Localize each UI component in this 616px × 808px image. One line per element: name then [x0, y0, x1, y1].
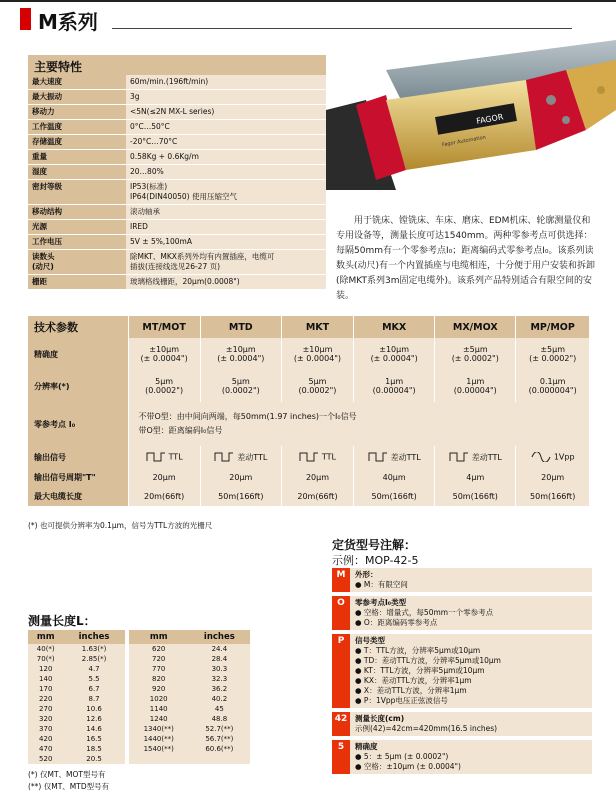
feature-value-text: <5N(≤2N MX-L series) — [130, 107, 215, 116]
feature-key — [28, 275, 126, 289]
tech-cell-value: ±10μm — [149, 345, 179, 354]
sine-wave-icon — [531, 452, 551, 462]
tech-cell-sub: (± 0.0004") — [370, 354, 418, 363]
tech-cell — [354, 446, 435, 468]
tech-cell-sub: (± 0.0004") — [293, 354, 342, 363]
length-cell — [129, 754, 189, 764]
tech-col-header: MTD — [200, 316, 281, 338]
signal-type: TTL — [321, 452, 337, 462]
order-item-line: ● KX：差动TTL方波，分辨率1μm — [355, 676, 472, 685]
order-item-title: 外形： — [355, 570, 378, 579]
tech-cell — [200, 370, 281, 402]
tech-row-label: 精确度 — [28, 338, 128, 370]
feature-key-text: 工作电压 — [32, 237, 62, 246]
feature-row — [28, 90, 326, 105]
tech-row-label: 输出信号 — [28, 446, 128, 468]
tech-params-table — [28, 316, 590, 506]
feature-key — [28, 165, 126, 179]
length-cell: 70(*) — [28, 654, 63, 664]
tech-cell — [128, 370, 200, 402]
length-cell: 30.3 — [189, 664, 250, 674]
length-header-inches: inches — [189, 630, 250, 644]
length-cell: 4.7 — [63, 664, 124, 674]
feature-row — [28, 250, 326, 275]
length-cell: 6.7 — [63, 684, 124, 694]
length-cell: 1240 — [129, 714, 189, 724]
feature-key-text: 最大速度 — [32, 77, 62, 86]
order-badge: 42 — [332, 712, 350, 736]
tech-row-label: 最大电缆长度 — [28, 486, 128, 506]
order-item — [332, 634, 592, 709]
feature-key-text: 重量 — [32, 152, 47, 161]
feature-key — [28, 250, 126, 274]
tech-row-label: 分辨率(*) — [28, 370, 128, 402]
length-cell: 1340(**) — [129, 724, 189, 734]
order-item — [332, 740, 592, 775]
tech-cell-value: 0.1μm — [539, 377, 566, 386]
header-underline — [112, 28, 572, 29]
feature-key — [28, 135, 126, 149]
tech-cell — [128, 446, 200, 468]
feature-key — [28, 120, 126, 134]
zero-ref-line: 带O型：距离编码I₀信号 — [138, 426, 223, 435]
feature-key-text: (动尺) — [32, 262, 54, 271]
order-item-line: ● TD：差动TTL方波，分辨率5μm或10μm — [355, 656, 501, 665]
tech-cell — [435, 446, 516, 468]
feature-value-text: 60m/min.(196ft/min) — [130, 77, 209, 86]
tech-cell — [281, 338, 353, 370]
photo-label: Fagor Automation — [441, 134, 487, 149]
feature-value-text: 0.58Kg + 0.6Kg/m — [130, 152, 199, 161]
order-body — [350, 740, 592, 774]
feature-key — [28, 235, 126, 249]
length-header-inches: inches — [63, 630, 124, 644]
order-item-title: 零参考点I₀类型 — [355, 598, 407, 607]
length-cell: 140 — [28, 674, 63, 684]
tech-cell-sub: (0.00004") — [372, 386, 416, 395]
feature-value-text: IP64(DIN40050) 使用压缩空气 — [130, 192, 237, 201]
length-cell: 770 — [129, 664, 189, 674]
length-cell: 36.2 — [189, 684, 250, 694]
feature-row — [28, 75, 326, 90]
tech-cell-sub: (0.0002") — [298, 386, 337, 395]
order-item-line: ● P：1Vpp电压正弦波信号 — [355, 696, 448, 705]
tech-cell — [435, 338, 516, 370]
length-cell: 320 — [28, 714, 63, 724]
tech-cell-sub: (0.0002") — [221, 386, 260, 395]
feature-key — [28, 90, 126, 104]
order-item-line: ● 5：± 5μm (± 0.0002") — [355, 752, 449, 761]
length-header-mm: mm — [28, 630, 63, 644]
tech-cell-value: 1μm — [466, 377, 485, 386]
length-cell: 1.63(*) — [63, 644, 124, 654]
feature-value-text: 20…80% — [130, 167, 164, 176]
order-example: 示例：MOP-42-5 — [332, 554, 419, 567]
length-cell: 420 — [28, 734, 63, 744]
length-note-1: (*) 仅MT、MOT型号有 — [28, 770, 106, 779]
feature-value — [126, 135, 326, 149]
order-badge: M — [332, 568, 350, 592]
length-header-mm: mm — [129, 630, 189, 644]
tech-cell — [281, 370, 353, 402]
tech-cell-sub: (± 0.0002") — [529, 354, 577, 363]
square-wave-icon — [214, 452, 234, 462]
feature-value — [126, 165, 326, 179]
order-item-title: 精确度 — [355, 742, 378, 751]
feature-row — [28, 120, 326, 135]
order-item-line: ● M：有限空间 — [355, 580, 408, 589]
order-item-line: ● O：距离编码零参考点 — [355, 618, 438, 627]
length-cell: 16.5 — [63, 734, 124, 744]
tech-cell-sub: (0.0002") — [145, 386, 184, 395]
order-item-line: ● 空格：±10μm (± 0.0004") — [355, 762, 461, 771]
tech-cell — [435, 370, 516, 402]
feature-row — [28, 135, 326, 150]
feature-row — [28, 105, 326, 120]
length-cell: 14.6 — [63, 724, 124, 734]
tech-cell — [354, 370, 435, 402]
square-wave-icon — [146, 452, 166, 462]
feature-value-text: IRED — [130, 222, 148, 231]
tech-cell-sub: (0.00004") — [453, 386, 497, 395]
tech-cell: 20m(66ft) — [281, 486, 353, 506]
length-cell: 8.7 — [63, 694, 124, 704]
tech-col-header: MKX — [354, 316, 435, 338]
tech-cell: 20m(66ft) — [128, 486, 200, 506]
order-item — [332, 568, 592, 593]
length-cell: 2.85(*) — [63, 654, 124, 664]
length-cell: 270 — [28, 704, 63, 714]
tech-col-header: MP/MOP — [516, 316, 590, 338]
square-wave-icon — [368, 452, 388, 462]
tech-row-label: 输出信号周期"T" — [28, 468, 128, 486]
feature-value-text: 滚动轴承 — [130, 207, 160, 216]
length-cell: 170 — [28, 684, 63, 694]
tech-cell: 50m(166ft) — [200, 486, 281, 506]
order-item-line: ● KT：TTL方波，分辨率5μm或10μm — [355, 666, 485, 675]
tech-cell — [354, 338, 435, 370]
length-cell: 40(*) — [28, 644, 63, 654]
tech-cell-value: ±5μm — [540, 345, 566, 354]
tech-cell-value: 1μm — [385, 377, 404, 386]
order-badge: 5 — [332, 740, 350, 774]
length-cell: 470 — [28, 744, 63, 754]
feature-key-text: 存储温度 — [32, 137, 62, 146]
signal-type: 差动TTL — [237, 452, 268, 462]
feature-key — [28, 220, 126, 234]
tech-cell-value: ±10μm — [302, 345, 333, 354]
length-cell: 370 — [28, 724, 63, 734]
tech-cell — [200, 446, 281, 468]
tech-col-header: MT/MOT — [128, 316, 200, 338]
tech-cell — [128, 338, 200, 370]
tech-cell: 4μm — [435, 468, 516, 486]
order-title: 定货型号注解： — [332, 538, 417, 552]
length-cell: 1540(**) — [129, 744, 189, 754]
order-item-line: ● 空格：增量式，每50mm一个零参考点 — [355, 608, 494, 617]
length-cell: 1440(**) — [129, 734, 189, 744]
feature-value-text: 玻璃格线栅距，20μm(0.0008") — [130, 277, 240, 286]
signal-type: TTL — [168, 452, 183, 462]
photo-brand: FAGOR — [475, 112, 505, 126]
feature-key — [28, 180, 126, 204]
length-cell: 920 — [129, 684, 189, 694]
length-cell: 1140 — [129, 704, 189, 714]
feature-value-text: 除MKT、MKX系列外均有内置插座，电缆可 — [130, 252, 275, 261]
length-cell: 18.5 — [63, 744, 124, 754]
order-body — [350, 712, 592, 736]
tech-cell: 20μm — [128, 468, 200, 486]
feature-value-text: 3g — [130, 92, 140, 101]
square-wave-icon — [449, 452, 469, 462]
feature-key-text: 光源 — [32, 222, 47, 231]
tech-cell: 50m(166ft) — [354, 486, 435, 506]
zero-ref-line: 不带O型：由中间向两端，每50mm(1.97 inches)一个I₀信号 — [138, 412, 357, 421]
length-cell: 10.6 — [63, 704, 124, 714]
length-cell: 520 — [28, 754, 63, 764]
length-cell: 56.7(**) — [189, 734, 250, 744]
feature-value-text: -20°C…70°C — [130, 137, 178, 146]
tech-cell: 20μm — [200, 468, 281, 486]
tech-cell — [516, 446, 590, 468]
tech-cell: 20μm — [281, 468, 353, 486]
length-title: 测量长度L： — [28, 614, 96, 628]
length-cell: 1020 — [129, 694, 189, 704]
feature-key-text: 最大振动 — [32, 92, 62, 101]
length-cell: 40.2 — [189, 694, 250, 704]
feature-row — [28, 180, 326, 205]
tech-col-header: MKT — [281, 316, 353, 338]
order-item-line: ● T：TTL方波，分辨率5μm或10μm — [355, 646, 481, 655]
tech-cell-value: 5μm — [231, 377, 250, 386]
features-panel — [28, 55, 326, 290]
length-note-2: (**) 仅MT、MTD型号有 — [28, 782, 110, 791]
feature-row — [28, 205, 326, 220]
feature-row — [28, 220, 326, 235]
length-cell: 20.5 — [63, 754, 124, 764]
feature-key — [28, 75, 126, 89]
tech-col-header: MX/MOX — [435, 316, 516, 338]
features-title: 主要特性 — [28, 55, 326, 75]
product-description: 用于铣床、镗铣床、车床、磨床、EDM机床、轮廓测量仪和专用设备等，测量长度可达1540mm。两种零参考点可供选择：每隔50mm有一个零参考点I₀；距离编码式零参考点I₀。该系列读数头(动尺)有一个内置插座与电缆相连，十分便于用户安装和拆卸(除MKT系列3m固定电缆外)。该系列产品特别适合有限空间的安装。 — [336, 216, 596, 301]
feature-key-text: 密封等级 — [32, 182, 62, 191]
order-item-line: 示例(42)=42cm=420mm(16.5 inches) — [355, 724, 498, 733]
length-table — [28, 630, 250, 764]
order-item-title: 测量长度(cm) — [355, 714, 405, 723]
tech-cell — [516, 370, 590, 402]
feature-row — [28, 165, 326, 180]
tech-cell-sub: (0.000004") — [528, 386, 577, 395]
tech-cell: 20μm — [516, 468, 590, 486]
feature-value-text: 5V ± 5%,100mA — [130, 237, 192, 246]
length-cell: 720 — [129, 654, 189, 664]
feature-value — [126, 205, 326, 219]
tech-cell — [516, 338, 590, 370]
length-cell: 820 — [129, 674, 189, 684]
order-body — [350, 596, 592, 630]
feature-key-text: 读数头 — [32, 252, 55, 261]
order-item — [332, 712, 592, 737]
tech-cell — [200, 338, 281, 370]
feature-value — [126, 275, 326, 289]
length-cell: 28.4 — [189, 654, 250, 664]
signal-type: 差动TTL — [471, 452, 502, 462]
page-title: M系列 — [38, 10, 98, 34]
feature-key-text: 移动结构 — [32, 207, 62, 216]
tech-cell-value: 5μm — [155, 377, 174, 386]
feature-row — [28, 235, 326, 250]
feature-value-text: IP53(标准) — [130, 182, 168, 191]
length-cell: 220 — [28, 694, 63, 704]
square-wave-icon — [299, 452, 319, 462]
resolution-note: (*) 也可提供分辨率为0.1μm，信号为TTL方波的光栅尺 — [28, 521, 213, 530]
feature-value — [126, 250, 326, 274]
tech-cell: 40μm — [354, 468, 435, 486]
length-cell — [189, 754, 250, 764]
length-cell: 5.5 — [63, 674, 124, 684]
tech-cell: 50m(166ft) — [435, 486, 516, 506]
length-cell: 52.7(**) — [189, 724, 250, 734]
length-cell: 620 — [129, 644, 189, 654]
length-cell: 12.6 — [63, 714, 124, 724]
feature-key-text: 移动力 — [32, 107, 55, 116]
product-photo — [326, 40, 616, 190]
order-body — [350, 568, 592, 592]
order-body — [350, 634, 592, 708]
zero-ref-cell — [128, 402, 590, 446]
feature-value-text: 0°C…50°C — [130, 122, 170, 131]
order-badge: O — [332, 596, 350, 630]
top-rule — [0, 0, 616, 2]
feature-value — [126, 220, 326, 234]
feature-key-text: 工作温度 — [32, 122, 62, 131]
length-cell: 48.8 — [189, 714, 250, 724]
feature-value — [126, 120, 326, 134]
feature-row — [28, 150, 326, 165]
tech-cell-sub: (± 0.0002") — [451, 354, 499, 363]
feature-value — [126, 105, 326, 119]
feature-value — [126, 180, 326, 204]
order-item-title: 信号类型 — [355, 636, 385, 645]
order-item-line: ● X：差动TTL方波，分辨率1μm — [355, 686, 467, 695]
feature-key-text: 湿度 — [32, 167, 47, 176]
features-rows — [28, 75, 326, 290]
tech-cell: 50m(166ft) — [516, 486, 590, 506]
signal-type: 1Vpp — [553, 452, 575, 462]
tech-cell-value: ±5μm — [462, 345, 488, 354]
tech-title: 技术参数 — [28, 316, 128, 338]
length-cell: 24.4 — [189, 644, 250, 654]
tech-cell-value: ±10μm — [379, 345, 410, 354]
tech-row-label: 零参考点 I₀ — [28, 402, 128, 446]
feature-value — [126, 150, 326, 164]
feature-value — [126, 90, 326, 104]
order-badge: P — [332, 634, 350, 708]
length-cell: 45 — [189, 704, 250, 714]
feature-key — [28, 105, 126, 119]
feature-value — [126, 75, 326, 89]
feature-key-text: 栅距 — [32, 277, 47, 286]
tech-cell-sub: (± 0.0004") — [140, 354, 188, 363]
length-cell: 32.3 — [189, 674, 250, 684]
feature-value-text: 插拔(连接线选见26-27 页) — [130, 262, 221, 271]
signal-type: 差动TTL — [390, 452, 421, 462]
order-item — [332, 596, 592, 631]
tech-cell-value: 5μm — [308, 377, 327, 386]
length-cell: 120 — [28, 664, 63, 674]
header-red-marker — [20, 8, 31, 30]
length-cell: 60.6(**) — [189, 744, 250, 754]
feature-row — [28, 275, 326, 290]
feature-key — [28, 150, 126, 164]
feature-value — [126, 235, 326, 249]
tech-cell-value: ±10μm — [225, 345, 256, 354]
feature-key — [28, 205, 126, 219]
tech-cell — [281, 446, 353, 468]
tech-cell-sub: (± 0.0004") — [217, 354, 265, 363]
